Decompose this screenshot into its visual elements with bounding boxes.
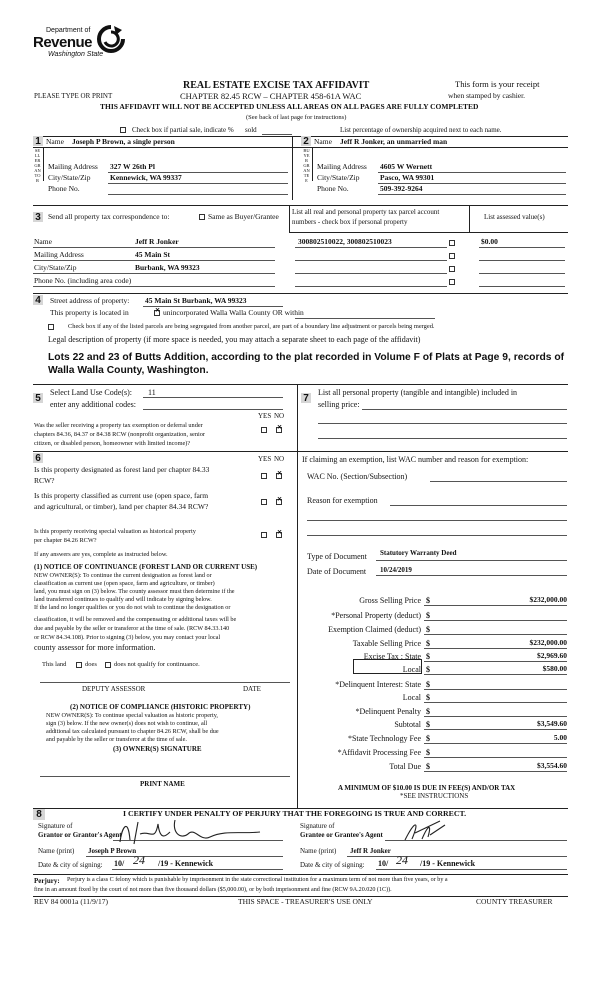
notice-3-title: (3) OWNER(S) SIGNATURE <box>113 745 202 753</box>
grantee-sig-label: Signature of <box>300 822 335 830</box>
tax-row-label: Subtotal <box>394 720 421 729</box>
tax-row-dollar-sign: $ <box>426 625 430 634</box>
tax-row-dollar-sign: $ <box>426 734 430 743</box>
legal-description-label: Legal description of property (if more space is needed, you may attach a separate sheet to each page of the affidavit) <box>48 335 421 344</box>
wac-number-label: WAC No. (Section/Subsection) <box>307 472 408 481</box>
instructions-note: (See back of last page for instructions) <box>246 114 347 121</box>
notice-1-line-1: NEW OWNER(S): To continue the current designation as forest land or <box>34 572 212 579</box>
perjury-label: Perjury: <box>34 877 60 885</box>
tax-row-label: Taxable Selling Price <box>352 639 421 648</box>
section-6-number: 6 <box>33 453 43 463</box>
grantor-date-rest[interactable]: /19 - Kennewick <box>158 859 214 868</box>
seller-city-label: City/State/Zip <box>48 173 91 182</box>
tax-row-value[interactable]: $3,554.60 <box>537 761 567 770</box>
buyer-name-label: Name <box>314 137 332 146</box>
tax-row-label: *Personal Property (deduct) <box>331 611 421 620</box>
partial-sale-checkbox[interactable] <box>120 127 126 133</box>
notice-1-line-2: classification as current use (open space, farm and agriculture, or timber) <box>34 580 215 587</box>
tax-row-value[interactable]: 5.00 <box>553 733 567 742</box>
receipt-note-2: when stamped by cashier. <box>448 91 526 100</box>
notice-1-line-9: county assessor for more information. <box>34 643 156 652</box>
located-in-label: This property is located in <box>50 308 129 317</box>
exemption-reason-label: Reason for exemption <box>307 496 378 505</box>
located-in-value: unincorporated Walla Walla County OR within <box>163 308 304 317</box>
assessed-value[interactable]: $0.00 <box>481 237 498 246</box>
s5-q1-line-1: Was the seller receiving a property tax exemption or deferral under <box>34 422 203 429</box>
grantor-sig-label: Signature of <box>38 822 73 830</box>
buyer-name-value[interactable]: Jeff R Jonker, an unmarried man <box>340 137 448 146</box>
corr-city-value[interactable]: Burbank, WA 99323 <box>135 263 200 272</box>
s5-yes-header: YES <box>258 412 272 420</box>
tax-row-label: *Delinquent Penalty <box>355 707 421 716</box>
section-4-number: 4 <box>33 295 43 305</box>
corr-city-label: City/State/Zip <box>34 263 77 272</box>
personal-property-label-1: List all personal property (tangible and intangible) included in <box>318 388 518 397</box>
s6-q1-yes-checkbox[interactable] <box>261 473 267 479</box>
receipt-note-1: This form is your receipt <box>455 79 540 89</box>
correspondence-label: Send all property tax correspondence to: <box>48 212 170 221</box>
tax-row-label: *Affidavit Processing Fee <box>337 748 421 757</box>
same-as-buyer-label: Same as Buyer/Grantee <box>208 212 279 221</box>
completion-warning: THIS AFFIDAVIT WILL NOT BE ACCEPTED UNLESS ALL AREAS ON ALL PAGES ARE FULLY COMPLETED <box>100 102 479 111</box>
see-instructions-note: *SEE INSTRUCTIONS <box>400 792 469 800</box>
tax-row-value[interactable]: $232,000.00 <box>529 638 567 647</box>
s5-q1-no-checkbox[interactable] <box>276 427 282 433</box>
buyer-side-label: BUYER GRANTEE <box>303 148 310 183</box>
section-3-number: 3 <box>33 212 43 222</box>
same-as-buyer-checkbox[interactable] <box>199 214 205 220</box>
corr-phone-label: Phone No. (including area code) <box>34 276 132 285</box>
street-address-label: Street address of property: <box>50 296 130 305</box>
corr-address-label: Mailing Address <box>34 250 84 259</box>
buyer-address-value[interactable]: 4605 W Wernett <box>380 162 433 171</box>
tax-row-value[interactable]: $3,549.60 <box>537 719 567 728</box>
parcel-header-2: numbers - check box if personal property <box>292 218 408 226</box>
notice-1-title: (1) NOTICE OF CONTINUANCE (FOREST LAND OR CURRENT USE) <box>34 563 258 571</box>
form-chapter: CHAPTER 82.45 RCW – CHAPTER 458-61A WAC <box>180 91 362 101</box>
grantee-date-label: Date & city of signing: <box>300 861 365 869</box>
corr-address-value[interactable]: 45 Main St <box>135 250 171 259</box>
tax-row-label: Total Due <box>389 762 421 771</box>
assessed-header: List assessed value(s) <box>484 213 545 221</box>
section-8-number: 8 <box>33 809 45 820</box>
legal-description-line-1[interactable]: Lots 22 and 23 of Butts Addition, according to the plat recorded in Volume F of Plats at Page 9, records of <box>48 352 565 363</box>
seller-phone-label: Phone No. <box>48 184 80 193</box>
s5-q1-yes-checkbox[interactable] <box>261 427 267 433</box>
grantor-date-day[interactable]: 24 <box>133 853 145 867</box>
s6-q3-no-checkbox[interactable] <box>276 532 282 538</box>
notice-2-title: (2) NOTICE OF COMPLIANCE (HISTORIC PROPERTY) <box>70 703 251 711</box>
parcel-numbers[interactable]: 300802510022, 300802510023 <box>298 237 392 246</box>
s6-q2-yes-checkbox[interactable] <box>261 499 267 505</box>
section-5-number: 5 <box>33 393 43 403</box>
tax-row-dollar-sign: $ <box>426 652 430 661</box>
tax-row-label: Excise Tax : State <box>363 652 421 661</box>
s6-q3-yes-checkbox[interactable] <box>261 532 267 538</box>
doc-date-label: Date of Document <box>307 567 367 576</box>
buyer-city-value[interactable]: Pasco, WA 99301 <box>380 173 435 182</box>
personal-property-checkbox-4[interactable] <box>449 279 455 285</box>
land-use-value[interactable]: 11 <box>148 388 156 397</box>
land-does-label: This land <box>42 661 67 668</box>
s6-q3-line-1: Is this property receiving special valuation as historical property <box>34 528 196 535</box>
grantee-name-value[interactable]: Jeff R Jonker <box>350 847 391 855</box>
ownership-note: List percentage of ownership acquired next to each name. <box>340 126 502 134</box>
grantor-agent-label: Grantor or Grantor's Agent <box>38 831 122 839</box>
s6-if-yes: If any answers are yes, complete as instructed below. <box>34 551 168 558</box>
s6-q1-line-1: Is this property designated as forest land per chapter 84.33 <box>34 465 210 474</box>
notice-1-line-4: land transferred continues to qualify and will indicate by signing below. <box>34 596 212 603</box>
seller-city-value[interactable]: Kennewick, WA 99337 <box>110 173 182 182</box>
s5-no-header: NO <box>274 412 285 420</box>
grantee-date-month[interactable]: 10/ <box>378 859 389 868</box>
grantee-name-label: Name (print) <box>300 847 337 855</box>
s6-q2-line-1: Is this property classified as current use (open space, farm <box>34 491 209 500</box>
notice-1-line-6: classification, it will be removed and the compensating or additional taxes will be <box>34 616 237 623</box>
tax-row-label: Local <box>402 665 421 674</box>
segregated-checkbox[interactable] <box>48 324 54 330</box>
grantor-date-month[interactable]: 10/ <box>114 859 125 868</box>
grantee-date-rest[interactable]: /19 - Kennewick <box>420 859 476 868</box>
grantor-name-value[interactable]: Joseph P Brown <box>88 847 137 855</box>
print-note: PLEASE TYPE OR PRINT <box>34 92 113 100</box>
print-name-label: PRINT NAME <box>140 780 185 788</box>
personal-property-checkbox-3[interactable] <box>449 266 455 272</box>
notice-2-line-1: NEW OWNER(S): To continue special valuation as historic property, <box>46 712 218 719</box>
tax-row-dollar-sign: $ <box>426 680 430 689</box>
notice-2-line-2: sign (3) below. If the new owner(s) does not wish to continue, all <box>46 720 208 727</box>
form-title: REAL ESTATE EXCISE TAX AFFIDAVIT <box>183 80 370 91</box>
tax-row-dollar-sign: $ <box>426 748 430 757</box>
tax-row-dollar-sign: $ <box>426 665 430 674</box>
additional-codes-label: enter any additional codes: <box>50 400 136 409</box>
s5-q1-line-2: chapters 84.36, 84.37 or 84.38 RCW (nonprofit organization, senior <box>34 431 205 438</box>
seller-name-value[interactable]: Joseph P Brown, a single person <box>72 137 175 146</box>
s6-q1-line-2: RCW? <box>34 476 55 485</box>
notice-1-line-8: or RCW 84.34.108). Prior to signing (3) below, you may contact your local <box>34 634 221 641</box>
tax-row-dollar-sign: $ <box>426 693 430 702</box>
tax-row-dollar-sign: $ <box>426 707 430 716</box>
unincorporated-checkbox[interactable] <box>154 310 160 316</box>
notice-1-line-5: If the land no longer qualifies or you do not wish to continue the designation or <box>34 604 231 611</box>
tax-row-value[interactable]: $2,969.60 <box>537 651 567 660</box>
seller-address-value[interactable]: 327 W 26th Pl <box>110 162 155 171</box>
section-1-number: 1 <box>33 136 43 146</box>
notice-1-line-3: land, you must sign on (3) below. The county assessor must then determine if the <box>34 588 235 595</box>
wac-claim-label: If claiming an exemption, list WAC number and reason for exemption: <box>302 455 529 464</box>
tax-row-value[interactable]: $580.00 <box>542 664 567 673</box>
tax-row-dollar-sign: $ <box>426 720 430 729</box>
tax-row-label: Local <box>402 693 421 702</box>
certify-statement: I CERTIFY UNDER PENALTY OF PERJURY THAT THE FOREGOING IS TRUE AND CORRECT. <box>123 809 467 818</box>
s6-no-header: NO <box>274 455 285 463</box>
tax-row-dollar-sign: $ <box>426 596 430 605</box>
tax-row-dollar-sign: $ <box>426 762 430 771</box>
logo-line-3: Washington State <box>48 51 104 58</box>
segregated-label: Check box if any of the listed parcels are being segregated from another parcel, are part of a boundary line adjustment or parcels being merged. <box>68 323 435 330</box>
does-not-label: does not qualify for continuance. <box>114 661 200 668</box>
local-rate-box[interactable] <box>353 659 422 674</box>
does-label: does <box>85 661 97 668</box>
s6-q3-line-2: per chapter 84.26 RCW? <box>34 537 97 544</box>
does-not-qualify-checkbox[interactable] <box>105 662 111 668</box>
doc-date-value[interactable]: 10/24/2019 <box>380 566 412 574</box>
corr-name-label: Name <box>34 237 52 246</box>
grantee-agent-label: Grantee or Grantee's Agent <box>300 831 383 839</box>
legal-description-line-2[interactable]: Walla Walla County, Washington. <box>48 365 209 376</box>
tax-row-label: Exemption Claimed (deduct) <box>328 625 421 634</box>
s6-q1-no-checkbox[interactable] <box>276 473 282 479</box>
county-treasurer-label: COUNTY TREASURER <box>476 897 553 906</box>
tax-row-label: Gross Selling Price <box>359 596 421 605</box>
land-use-label: Select Land Use Code(s): <box>50 388 132 397</box>
buyer-address-label: Mailing Address <box>317 162 367 171</box>
seller-side-label: SELLER GRANTOR <box>34 148 41 183</box>
seller-name-label: Name <box>46 137 64 146</box>
tax-row-value[interactable]: $232,000.00 <box>529 595 567 604</box>
grantee-date-day[interactable]: 24 <box>396 853 408 867</box>
personal-property-label-2: selling price: <box>318 400 360 409</box>
sold-label: sold <box>245 126 257 134</box>
partial-sale-label: Check box if partial sale, indicate % <box>132 126 234 134</box>
grantor-name-label: Name (print) <box>38 847 75 855</box>
does-qualify-checkbox[interactable] <box>76 662 82 668</box>
notice-2-line-3: additional tax calculated pursuant to chapter 84.26 RCW, shall be due <box>46 728 219 735</box>
dor-swirl-icon <box>96 24 126 54</box>
tax-row-dollar-sign: $ <box>426 611 430 620</box>
perjury-text-1: Perjury is a class C felony which is punishable by imprisonment in the state correctional institution for a maximum term of not more than five years, or by a <box>67 877 448 883</box>
s6-q2-no-checkbox[interactable] <box>276 499 282 505</box>
logo-line-1: Department of <box>46 27 91 34</box>
street-address-value[interactable]: 45 Main St Burbank, WA 99323 <box>145 296 247 305</box>
form-number: REV 84 0001a (11/9/17) <box>34 897 108 906</box>
buyer-phone-value[interactable]: 509-392-9264 <box>380 184 423 193</box>
doc-type-label: Type of Document <box>307 552 367 561</box>
treasurer-use-label: THIS SPACE - TREASURER'S USE ONLY <box>238 897 373 906</box>
tax-row-dollar-sign: $ <box>426 639 430 648</box>
minimum-due-note: A MINIMUM OF $10.00 IS DUE IN FEE(S) AND/OR TAX <box>338 784 516 792</box>
tax-row-label: *Delinquent Interest: State <box>335 680 421 689</box>
s5-q1-line-3: citizen, or disabled person, homeowner with limited income)? <box>34 440 191 447</box>
perjury-text-2: fine in an amount fixed by the court of not more than five thousand dollars ($5,000.00), or by both imprisonment and fine (RCW 9A.20.020 (1C)). <box>34 887 392 893</box>
section-2-number: 2 <box>301 136 311 146</box>
deputy-assessor-label: DEPUTY ASSESSOR <box>82 685 146 693</box>
s6-yes-header: YES <box>258 455 272 463</box>
corr-name-value[interactable]: Jeff R Jonker <box>135 237 179 246</box>
parcel-header-1: List all real and personal property tax parcel account <box>292 208 440 216</box>
personal-property-checkbox-2[interactable] <box>449 253 455 259</box>
grantor-date-label: Date & city of signing: <box>38 861 103 869</box>
logo-line-2: Revenue <box>33 34 93 51</box>
seller-address-label: Mailing Address <box>48 162 98 171</box>
deputy-date-label: DATE <box>243 685 261 693</box>
s6-q2-line-2: and agricultural, or timber), land per chapter 84.34 RCW? <box>34 502 209 511</box>
buyer-phone-label: Phone No. <box>317 184 349 193</box>
notice-1-line-7: due and payable by the seller or transferor at the time of sale. (RCW 84.33.140 <box>34 625 230 632</box>
tax-row-label: *State Technology Fee <box>347 734 421 743</box>
doc-type-value[interactable]: Statutory Warranty Deed <box>380 549 457 557</box>
personal-property-checkbox-1[interactable] <box>449 240 455 246</box>
buyer-city-label: City/State/Zip <box>317 173 360 182</box>
section-7-number: 7 <box>301 393 311 403</box>
notice-2-line-4: and payable by the seller or transferor at the time of sale. <box>46 736 187 743</box>
